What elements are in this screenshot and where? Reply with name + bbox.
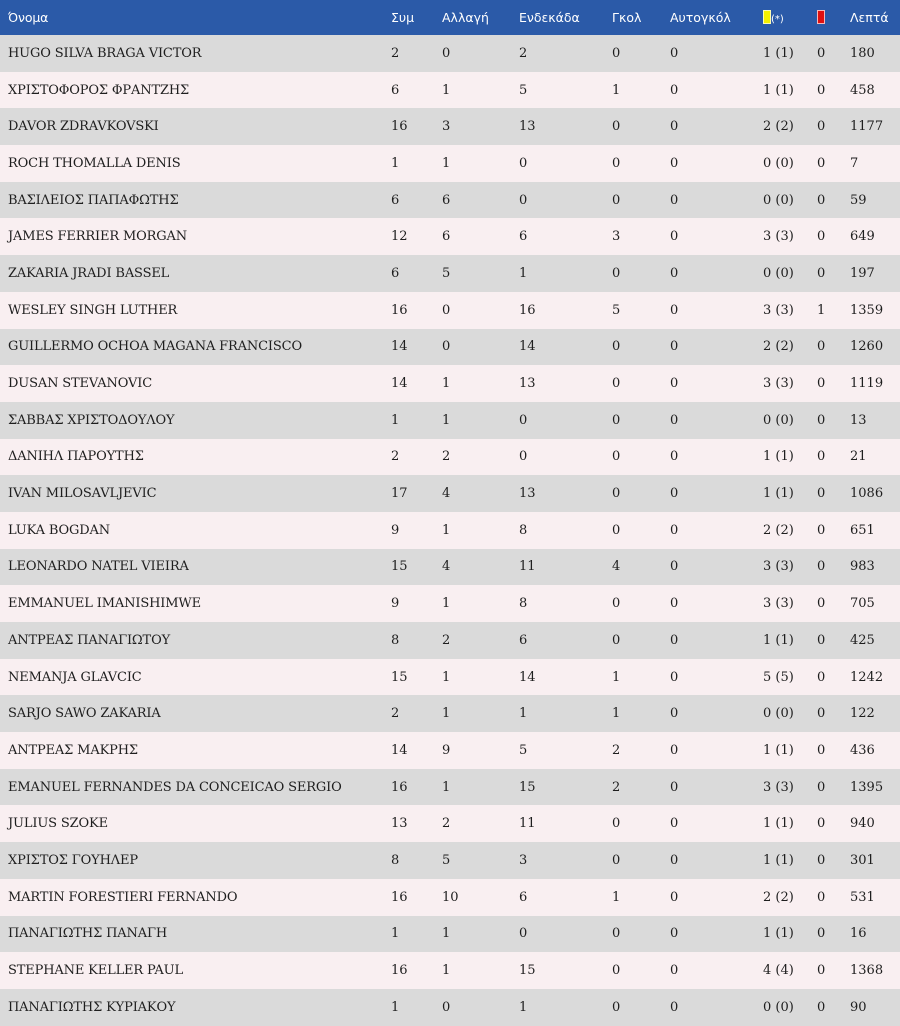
minutes-cell: 458: [850, 82, 875, 98]
substitutions-cell: 9: [442, 742, 451, 758]
player-name-cell: LUKA BOGDAN: [8, 522, 110, 538]
player-name-cell: WESLEY SINGH LUTHER: [8, 302, 178, 318]
goals-cell: 0: [612, 816, 621, 832]
minutes-cell: 425: [850, 632, 875, 648]
col-header-appearances[interactable]: Συμ: [391, 10, 415, 25]
goals-cell: 1: [612, 82, 621, 98]
yellow-cards-cell: 2 (2): [763, 119, 794, 135]
own-goals-cell: 0: [670, 45, 679, 61]
own-goals-cell: 0: [670, 632, 679, 648]
yellow-cards-cell: 3 (3): [763, 376, 794, 392]
goals-cell: 0: [612, 926, 621, 942]
player-name-cell: ΒΑΣΙΛΕΙΟΣ ΠΑΠΑΦΩΤΗΣ: [8, 192, 179, 208]
red-cards-cell: 0: [817, 779, 826, 795]
yellow-cards-cell: 3 (3): [763, 596, 794, 612]
player-name-cell: ΧΡΙΣΤΟΣ ΓΟΥΗΛΕΡ: [8, 852, 138, 868]
appearances-cell: 1: [391, 412, 400, 428]
table-row: [0, 585, 900, 622]
goals-cell: 1: [612, 706, 621, 722]
player-name-cell: JAMES FERRIER MORGAN: [8, 229, 187, 245]
appearances-cell: 14: [391, 742, 408, 758]
substitutions-cell: 1: [442, 963, 451, 979]
red-cards-cell: 0: [817, 82, 826, 98]
appearances-cell: 6: [391, 265, 400, 281]
own-goals-cell: 0: [670, 779, 679, 795]
goals-cell: 2: [612, 779, 621, 795]
red-cards-cell: 0: [817, 963, 826, 979]
own-goals-cell: 0: [670, 742, 679, 758]
yellow-cards-cell: 1 (1): [763, 742, 794, 758]
goals-cell: 4: [612, 559, 621, 575]
player-name-cell: MARTIN FORESTIERI FERNANDO: [8, 889, 238, 905]
starting-cell: 14: [519, 339, 536, 355]
own-goals-cell: 0: [670, 486, 679, 502]
player-name-cell: ΔΑΝΙΗΛ ΠΑΡΟΥΤΗΣ: [8, 449, 144, 465]
player-name-cell: ΠΑΝΑΓΙΩΤΗΣ ΚΥΡΙΑΚΟΥ: [8, 999, 176, 1015]
minutes-cell: 649: [850, 229, 875, 245]
own-goals-cell: 0: [670, 412, 679, 428]
yellow-cards-cell: 1 (1): [763, 816, 794, 832]
starting-cell: 15: [519, 779, 536, 795]
own-goals-cell: 0: [670, 816, 679, 832]
goals-cell: 2: [612, 742, 621, 758]
appearances-cell: 9: [391, 522, 400, 538]
yellow-cards-cell: 1 (1): [763, 852, 794, 868]
red-cards-cell: 0: [817, 999, 826, 1015]
substitutions-cell: 1: [442, 669, 451, 685]
substitutions-cell: 0: [442, 45, 451, 61]
minutes-cell: 651: [850, 522, 875, 538]
table-row: [0, 402, 900, 439]
goals-cell: 0: [612, 596, 621, 612]
substitutions-cell: 5: [442, 852, 451, 868]
starting-cell: 8: [519, 522, 528, 538]
yellow-cards-cell: 4 (4): [763, 963, 794, 979]
starting-cell: 0: [519, 926, 528, 942]
minutes-cell: 940: [850, 816, 875, 832]
own-goals-cell: 0: [670, 706, 679, 722]
minutes-cell: 13: [850, 412, 867, 428]
starting-cell: 6: [519, 632, 528, 648]
yellow-cards-cell: 1 (1): [763, 45, 794, 61]
table-row: [0, 989, 900, 1026]
starting-cell: 8: [519, 596, 528, 612]
goals-cell: 0: [612, 486, 621, 502]
table-row: [0, 695, 900, 732]
yellow-cards-cell: 0 (0): [763, 265, 794, 281]
substitutions-cell: 0: [442, 339, 451, 355]
player-name-cell: ΑΝΤΡΕΑΣ ΜΑΚΡΗΣ: [8, 742, 138, 758]
own-goals-cell: 0: [670, 229, 679, 245]
player-name-cell: ΠΑΝΑΓΙΩΤΗΣ ΠΑΝΑΓΗ: [8, 926, 168, 942]
appearances-cell: 2: [391, 45, 400, 61]
yellow-cards-cell: 0 (0): [763, 192, 794, 208]
minutes-cell: 180: [850, 45, 875, 61]
substitutions-cell: 3: [442, 119, 451, 135]
substitutions-cell: 2: [442, 816, 451, 832]
appearances-cell: 1: [391, 155, 400, 171]
table-row: [0, 182, 900, 219]
player-name-cell: EMMANUEL IMANISHIMWE: [8, 596, 201, 612]
appearances-cell: 8: [391, 852, 400, 868]
red-cards-cell: 0: [817, 45, 826, 61]
red-cards-cell: 0: [817, 486, 826, 502]
starting-cell: 16: [519, 302, 536, 318]
own-goals-cell: 0: [670, 559, 679, 575]
player-name-cell: IVAN MILOSAVLJEVIC: [8, 486, 157, 502]
red-cards-cell: 0: [817, 669, 826, 685]
red-cards-cell: 0: [817, 412, 826, 428]
player-name-cell: ZAKARIA JRADI BASSEL: [8, 265, 170, 281]
col-header-starting[interactable]: Ενδεκάδα: [519, 10, 580, 25]
col-header-yellow-cards[interactable]: [763, 0, 817, 35]
minutes-cell: 1368: [850, 963, 884, 979]
starting-cell: 1: [519, 706, 528, 722]
own-goals-cell: 0: [670, 889, 679, 905]
goals-cell: 0: [612, 522, 621, 538]
yellow-cards-cell: 5 (5): [763, 669, 794, 685]
minutes-cell: 436: [850, 742, 875, 758]
minutes-cell: 1119: [850, 376, 884, 392]
player-name-cell: ΧΡΙΣΤΟΦΟΡΟΣ ΦΡΑΝΤΖΗΣ: [8, 82, 190, 98]
yellow-cards-cell: 0 (0): [763, 412, 794, 428]
red-cards-cell: 0: [817, 852, 826, 868]
yellow-cards-cell: 2 (2): [763, 339, 794, 355]
substitutions-cell: 1: [442, 155, 451, 171]
own-goals-cell: 0: [670, 265, 679, 281]
appearances-cell: 16: [391, 302, 408, 318]
minutes-cell: 705: [850, 596, 875, 612]
yellow-cards-cell: 2 (2): [763, 889, 794, 905]
goals-cell: 0: [612, 265, 621, 281]
yellow-cards-cell: 0 (0): [763, 155, 794, 171]
appearances-cell: 15: [391, 669, 408, 685]
substitutions-cell: 1: [442, 779, 451, 795]
starting-cell: 1: [519, 999, 528, 1015]
goals-cell: 0: [612, 632, 621, 648]
minutes-cell: 7: [850, 155, 859, 171]
red-cards-cell: 0: [817, 265, 826, 281]
player-name-cell: ΑΝΤΡΕΑΣ ΠΑΝΑΓΙΩΤΟΥ: [8, 632, 171, 648]
own-goals-cell: 0: [670, 669, 679, 685]
own-goals-cell: 0: [670, 852, 679, 868]
player-name-cell: NEMANJA GLAVCIC: [8, 669, 142, 685]
substitutions-cell: 1: [442, 926, 451, 942]
col-header-goals[interactable]: Γκολ: [612, 10, 642, 25]
goals-cell: 5: [612, 302, 621, 318]
col-header-red-cards[interactable]: [817, 0, 850, 35]
header-row: [0, 0, 900, 35]
red-cards-cell: 0: [817, 229, 826, 245]
own-goals-cell: 0: [670, 302, 679, 318]
table-row: [0, 916, 900, 953]
starting-cell: 14: [519, 669, 536, 685]
col-header-name[interactable]: Όνομα: [8, 10, 49, 25]
minutes-cell: 1177: [850, 119, 884, 135]
goals-cell: 0: [612, 963, 621, 979]
appearances-cell: 8: [391, 632, 400, 648]
appearances-cell: 14: [391, 339, 408, 355]
own-goals-cell: 0: [670, 999, 679, 1015]
appearances-cell: 1: [391, 926, 400, 942]
table-row: [0, 145, 900, 182]
appearances-cell: 16: [391, 963, 408, 979]
goals-cell: 3: [612, 229, 621, 245]
col-header-minutes[interactable]: Λεπτά: [850, 10, 889, 25]
substitutions-cell: 0: [442, 302, 451, 318]
table-row: [0, 475, 900, 512]
red-cards-cell: 0: [817, 376, 826, 392]
substitutions-cell: 1: [442, 706, 451, 722]
red-cards-cell: 0: [817, 632, 826, 648]
yellow-card-icon: [763, 10, 771, 24]
goals-cell: 0: [612, 45, 621, 61]
minutes-cell: 1086: [850, 486, 884, 502]
substitutions-cell: 1: [442, 82, 451, 98]
table-row: [0, 72, 900, 109]
red-cards-cell: 0: [817, 155, 826, 171]
table-row: [0, 622, 900, 659]
goals-cell: 0: [612, 449, 621, 465]
appearances-cell: 9: [391, 596, 400, 612]
substitutions-cell: 1: [442, 376, 451, 392]
player-name-cell: JULIUS SZOKE: [8, 816, 108, 832]
own-goals-cell: 0: [670, 926, 679, 942]
substitutions-cell: 1: [442, 596, 451, 612]
player-name-cell: EMANUEL FERNANDES DA CONCEICAO SERGIO: [8, 779, 342, 795]
starting-cell: 13: [519, 376, 536, 392]
minutes-cell: 21: [850, 449, 867, 465]
starting-cell: 6: [519, 229, 528, 245]
substitutions-cell: 6: [442, 192, 451, 208]
starting-cell: 5: [519, 742, 528, 758]
red-cards-cell: 0: [817, 192, 826, 208]
player-name-cell: GUILLERMO OCHOA MAGANA FRANCISCO: [8, 339, 302, 355]
own-goals-cell: 0: [670, 449, 679, 465]
player-name-cell: STEPHANE KELLER PAUL: [8, 963, 183, 979]
starting-cell: 0: [519, 192, 528, 208]
table-row: [0, 549, 900, 586]
minutes-cell: 301: [850, 852, 875, 868]
starting-cell: 3: [519, 852, 528, 868]
appearances-cell: 15: [391, 559, 408, 575]
substitutions-cell: 6: [442, 229, 451, 245]
appearances-cell: 12: [391, 229, 408, 245]
own-goals-cell: 0: [670, 192, 679, 208]
own-goals-cell: 0: [670, 119, 679, 135]
substitutions-cell: 2: [442, 449, 451, 465]
minutes-cell: 983: [850, 559, 875, 575]
appearances-cell: 17: [391, 486, 408, 502]
red-cards-cell: 0: [817, 522, 826, 538]
table-row: [0, 512, 900, 549]
goals-cell: 0: [612, 339, 621, 355]
substitutions-cell: 5: [442, 265, 451, 281]
own-goals-cell: 0: [670, 596, 679, 612]
red-cards-cell: 0: [817, 449, 826, 465]
substitutions-cell: 1: [442, 522, 451, 538]
red-cards-cell: 0: [817, 926, 826, 942]
substitutions-cell: 1: [442, 412, 451, 428]
starting-cell: 0: [519, 449, 528, 465]
yellow-card-suffix: (*): [771, 14, 784, 25]
starting-cell: 11: [519, 816, 536, 832]
red-cards-cell: 0: [817, 339, 826, 355]
col-header-own-goals[interactable]: Αυτογκόλ: [670, 10, 731, 25]
table-row: [0, 842, 900, 879]
appearances-cell: 16: [391, 119, 408, 135]
player-name-cell: SARJO SAWO ZAKARIA: [8, 706, 161, 722]
appearances-cell: 6: [391, 192, 400, 208]
table-row: [0, 879, 900, 916]
yellow-cards-cell: 3 (3): [763, 229, 794, 245]
player-name-cell: DUSAN STEVANOVIC: [8, 376, 153, 392]
starting-cell: 5: [519, 82, 528, 98]
goals-cell: 1: [612, 669, 621, 685]
goals-cell: 0: [612, 119, 621, 135]
own-goals-cell: 0: [670, 522, 679, 538]
table-row: [0, 329, 900, 366]
minutes-cell: 531: [850, 889, 875, 905]
table-row: [0, 108, 900, 145]
table-row: [0, 218, 900, 255]
minutes-cell: 90: [850, 999, 867, 1015]
starting-cell: 6: [519, 889, 528, 905]
red-cards-cell: 0: [817, 742, 826, 758]
appearances-cell: 16: [391, 779, 408, 795]
red-cards-cell: 0: [817, 889, 826, 905]
starting-cell: 1: [519, 265, 528, 281]
starting-cell: 0: [519, 155, 528, 171]
own-goals-cell: 0: [670, 376, 679, 392]
appearances-cell: 2: [391, 449, 400, 465]
goals-cell: 0: [612, 155, 621, 171]
table-row: [0, 255, 900, 292]
goals-cell: 0: [612, 999, 621, 1015]
minutes-cell: 1242: [850, 669, 884, 685]
red-card-icon: [817, 10, 825, 24]
goals-cell: 0: [612, 376, 621, 392]
appearances-cell: 2: [391, 706, 400, 722]
player-name-cell: ROCH THOMALLA DENIS: [8, 155, 181, 171]
substitutions-cell: 10: [442, 889, 459, 905]
substitutions-cell: 4: [442, 559, 451, 575]
starting-cell: 11: [519, 559, 536, 575]
minutes-cell: 122: [850, 706, 875, 722]
yellow-cards-cell: 0 (0): [763, 706, 794, 722]
player-name-cell: ΣΑΒΒΑΣ ΧΡΙΣΤΟΔΟΥΛΟΥ: [8, 412, 175, 428]
substitutions-cell: 0: [442, 999, 451, 1015]
minutes-cell: 1359: [850, 302, 884, 318]
appearances-cell: 1: [391, 999, 400, 1015]
yellow-cards-cell: 3 (3): [763, 302, 794, 318]
yellow-cards-cell: 3 (3): [763, 559, 794, 575]
own-goals-cell: 0: [670, 963, 679, 979]
table-row: [0, 35, 900, 72]
yellow-cards-cell: 1 (1): [763, 926, 794, 942]
table-row: [0, 292, 900, 329]
table-row: [0, 769, 900, 806]
starting-cell: 13: [519, 486, 536, 502]
player-name-cell: HUGO SILVA BRAGA VICTOR: [8, 45, 202, 61]
minutes-cell: 1395: [850, 779, 884, 795]
substitutions-cell: 2: [442, 632, 451, 648]
substitutions-cell: 4: [442, 486, 451, 502]
yellow-cards-cell: 2 (2): [763, 522, 794, 538]
table-row: [0, 439, 900, 476]
table-row: [0, 365, 900, 402]
appearances-cell: 16: [391, 889, 408, 905]
own-goals-cell: 0: [670, 339, 679, 355]
table-row: [0, 952, 900, 989]
red-cards-cell: 1: [817, 302, 826, 318]
own-goals-cell: 0: [670, 82, 679, 98]
red-cards-cell: 0: [817, 559, 826, 575]
starting-cell: 13: [519, 119, 536, 135]
appearances-cell: 6: [391, 82, 400, 98]
table-row: [0, 805, 900, 842]
table-header: [0, 0, 900, 35]
table-body: [0, 35, 900, 1026]
appearances-cell: 14: [391, 376, 408, 392]
appearances-cell: 13: [391, 816, 408, 832]
player-name-cell: DAVOR ZDRAVKOVSKI: [8, 119, 159, 135]
red-cards-cell: 0: [817, 596, 826, 612]
goals-cell: 0: [612, 412, 621, 428]
goals-cell: 1: [612, 889, 621, 905]
yellow-cards-cell: 1 (1): [763, 82, 794, 98]
minutes-cell: 16: [850, 926, 867, 942]
yellow-cards-cell: 1 (1): [763, 486, 794, 502]
starting-cell: 0: [519, 412, 528, 428]
red-cards-cell: 0: [817, 816, 826, 832]
starting-cell: 2: [519, 45, 528, 61]
red-cards-cell: 0: [817, 706, 826, 722]
minutes-cell: 1260: [850, 339, 884, 355]
yellow-cards-cell: 1 (1): [763, 449, 794, 465]
minutes-cell: 197: [850, 265, 875, 281]
table-row: [0, 732, 900, 769]
yellow-cards-cell: 0 (0): [763, 999, 794, 1015]
own-goals-cell: 0: [670, 155, 679, 171]
player-name-cell: LEONARDO NATEL VIEIRA: [8, 559, 189, 575]
minutes-cell: 59: [850, 192, 867, 208]
red-cards-cell: 0: [817, 119, 826, 135]
starting-cell: 15: [519, 963, 536, 979]
goals-cell: 0: [612, 852, 621, 868]
yellow-cards-cell: 1 (1): [763, 632, 794, 648]
table-row: [0, 659, 900, 696]
goals-cell: 0: [612, 192, 621, 208]
col-header-substitutions[interactable]: Αλλαγή: [442, 10, 489, 25]
yellow-cards-cell: 3 (3): [763, 779, 794, 795]
